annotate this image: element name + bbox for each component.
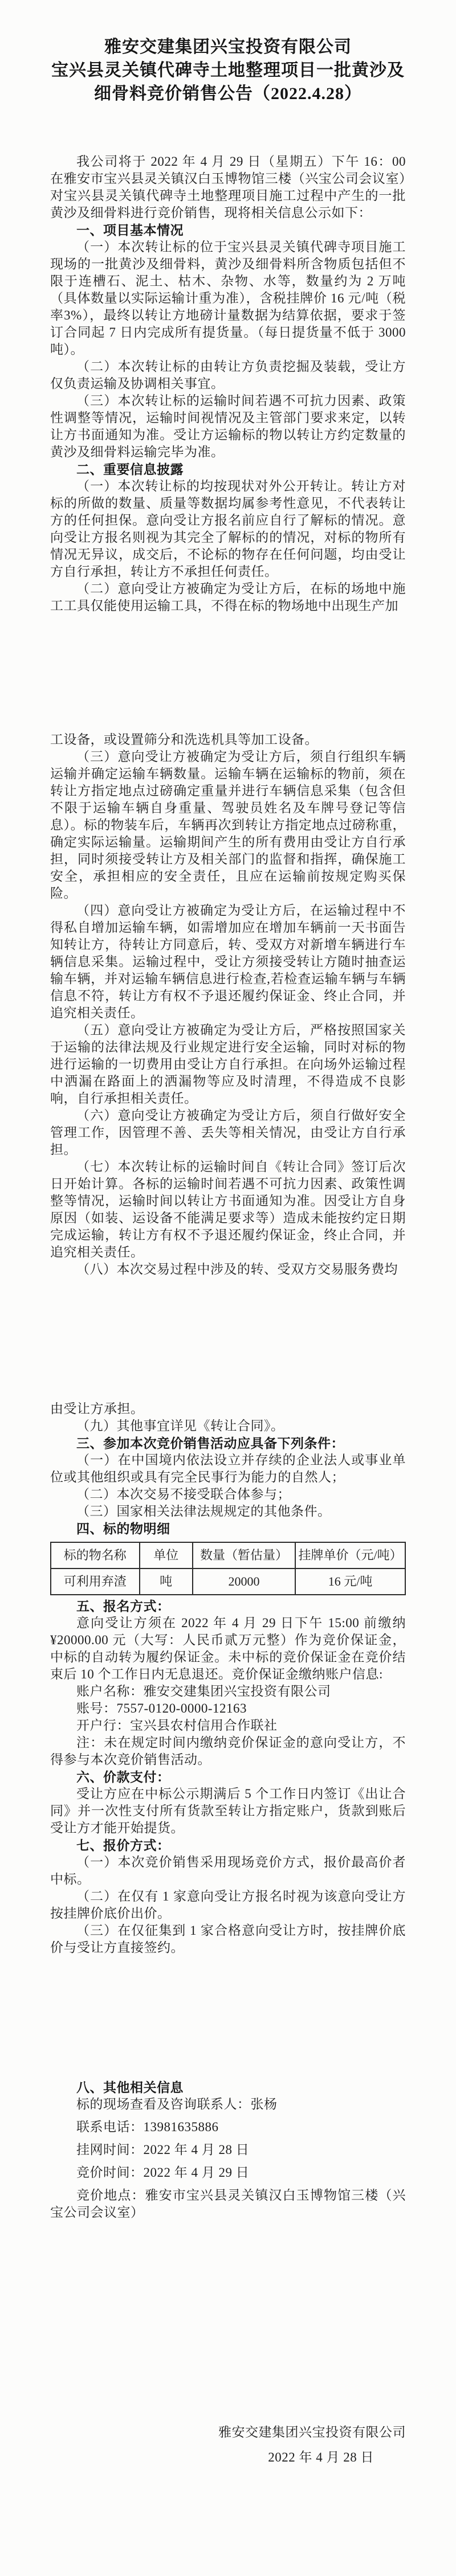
clause-1-1: （一）本次转让标的位于宝兴县灵关镇代碑寺项目施工现场的一批黄沙及细骨料，黄沙及细骨料所含物质包括但不限于连槽石、泥土、枯木、杂物、水等，数量约为 2 万吨（具体数量以实际运输计重为准），含税挂牌价 16 元/吨（税率3%），最终以转让方地磅计量数据为结算依据，要求于签订合同起 7 日内完成所有提货量。（每日提货量不低于 3000 吨）。 <box>50 240 406 357</box>
clause-3-3: （三）国家相关法律法规规定的其他条件。 <box>76 1504 331 1518</box>
signature-date: 2022 年 4 月 28 日 <box>268 2450 374 2464</box>
section-1-heading: 一、项目基本情况 <box>76 223 184 237</box>
table-row <box>51 1568 405 1595</box>
account-number-line: 账号：7557-0120-0000-12163 <box>76 1701 247 1715</box>
clause-7-1: （一）本次竞价销售采用现场竞价方式，报价最高价者中标。 <box>50 1855 406 1886</box>
table-header-quantity: 数量（暂估量） <box>193 1542 295 1568</box>
clause-3-2: （二）本次交易不接受联合体参与； <box>76 1487 291 1501</box>
table-header-row <box>51 1542 405 1568</box>
bidding-venue-line: 竞价地点：雅安市宝兴县灵关镇汉白玉博物馆三楼（兴宝公司会议室） <box>50 2188 406 2219</box>
table-cell-name: 可利用弃渣 <box>51 1568 140 1595</box>
table-header-unit: 单位 <box>140 1542 193 1568</box>
clause-3-1: （一）在中国境内依法设立并存续的企业法人或事业单位或其他组织或具有完全民事行为能力的自然人； <box>50 1453 406 1484</box>
clause-2-8-part-1: （八）本次交易过程中涉及的转、受双方交易服务费均 <box>76 1262 398 1276</box>
clause-2-8-part-2: 由受让方承担。 <box>50 1402 144 1416</box>
deposit-paragraph: 意向受让方须在 2022 年 4 月 29 日下午 15:00 前缴纳¥20000.00 元（大写：人民币贰万元整）作为竞价保证金，中标的自动转为履约保证金。未中标的竞价保证金在竞价结束后 10 个工作日内无息退还。竞价保证金缴纳账户信息: <box>50 1616 406 1681</box>
clause-2-6: （六）意向受让方被确定为受让方后，须自行做好安全管理工作，因管理不善、丢失等相关情况，由受让方自行承担。 <box>50 1108 406 1157</box>
clause-2-2-part-1: （二）意向受让方被确定为受让方后，在标的场地中施工工具仅能使用运输工具，不得在标的物场地中出现生产加 <box>50 581 406 613</box>
bank-line: 开户行：宝兴县农村信用合作联社 <box>76 1718 278 1733</box>
page-break-gap-1 <box>50 615 406 731</box>
clause-2-1: （一）本次转让标的均按现状对外公开转让。转让方对标的所做的数量、质量等数据均属参考性意见，不代表转让方的任何担保。意向受让方报名前应自行了解标的情况。意向受让方报名则视为其完全了解标的的情况，对标的物所有情况无异议，成交后，不论标的物存在任何问题，均由受让方自行承担，转让方不承担任何责任。 <box>50 479 406 579</box>
clause-2-2-part-2: 工设备，或设置筛分和洗选机具等加工设备。 <box>50 732 318 747</box>
clause-7-3: （三）在仅征集到 1 家合格意向受让方时，按挂牌价底价与受让方直接签约。 <box>50 1923 406 1955</box>
deposit-note: 注：未在规定时间内缴纳竞价保证金的意向受让方，不得参与本次竞价销售活动。 <box>50 1735 406 1767</box>
section-3-heading: 三、参加本次竞价销售活动应具备下列条件： <box>76 1436 344 1451</box>
clause-1-3: （三）本次转让标的运输时间若遇不可抗力因素、政策性调整等情况，运输时间视情况及主管部门要求来定，以转让方书面通知为准。受让方运输标的物以转让方约定数量的黄沙及细骨料运输完毕为准。 <box>50 394 406 459</box>
document-title-line-3: 细骨料竞价销售公告（2022.4.28） <box>94 84 362 103</box>
document-title-line-2: 宝兴县灵关镇代碑寺土地整理项目一批黄沙及 <box>51 61 405 80</box>
clause-2-5: （五）意向受让方被确定为受让方后，严格按照国家关于运输的法律法规及行业规定进行安全运输，同时对标的物进行运输的一切费用由受让方自行承担。在向场外运输过程中洒漏在路面上的洒漏物等应及时清理，不得造成不良影响，自行承担相关责任。 <box>50 1023 406 1105</box>
clause-1-2: （二）本次转让标的由转让方负责挖掘及装载，受让方仅负责运输及协调相关事宜。 <box>50 359 406 391</box>
signature-block <box>218 2424 406 2466</box>
table-header-name: 标的物名称 <box>51 1542 140 1568</box>
section-7-heading: 七、报价方式： <box>76 1838 170 1853</box>
clause-2-7: （七）本次转让标的运输时间自《转让合同》签订后次日开始计算。各标的运输时间若遇不可抗力因素、政策性调整等情况，运输时间以转让方书面通知为准。因受让方自身原因（如装、运设备不能满足要求等）造成未能按约定日期完成运输，转让方有权不予退还履约保证金，终止合同，并追究相关责任。 <box>50 1160 406 1259</box>
table-cell-quantity: 20000 <box>193 1568 295 1595</box>
contact-person-line: 标的现场查看及咨询联系人：张杨 <box>76 2097 278 2111</box>
intro-paragraph: 我公司将于 2022 年 4 月 29 日（星期五）下午 16：00 在雅安市宝兴县灵关镇汉白玉博物馆三楼（兴宝公司会议室）对宝兴县灵关镇代碑寺土地整理项目施工过程中产生的一批黄沙及细骨料进行竞价销售，现将相关信息公示如下： <box>50 154 406 220</box>
account-name-line: 账户名称：雅安交建集团兴宝投资有限公司 <box>76 1684 331 1698</box>
listing-time-line: 挂网时间：2022 年 4 月 28 日 <box>76 2143 250 2157</box>
subject-matter-table <box>50 1542 406 1595</box>
table-cell-price: 16 元/吨 <box>295 1568 405 1595</box>
payment-paragraph: 受让方应在中标公示期满后 5 个工作日内签订《出让合同》并一次性支付所有货款至转让方指定账户，货款到账后受让方才能开始提货。 <box>50 1787 406 1835</box>
section-6-heading: 六、价款支付： <box>76 1770 170 1784</box>
bidding-time-line: 竞价时间：2022 年 4 月 29 日 <box>76 2165 250 2180</box>
section-2-heading: 二、重要信息披露 <box>76 462 184 477</box>
clause-2-3: （三）意向受让方被确定为受让方后，须自行组织车辆运输并确定运输车辆数量。运输车辆在运输标的物前，须在转让方指定地点过磅确定重量并进行车辆信息采集（包含但不限于运输车辆自身重量、驾驶员姓名及车牌号登记等信息）。标的物装车后，车辆再次到转让方指定地点过磅称重，确定实际运输量。运输期间产生的所有费用由受让方自行承担，同时须接受转让方及相关部门的监督和指挥，确保施工安全，承担相应的安全责任，且应在运输前按规定购买保险。 <box>50 750 406 900</box>
clause-2-9: （九）其他事宜详见《转让合同》。 <box>76 1419 284 1433</box>
table-cell-unit: 吨 <box>140 1568 193 1595</box>
signature-company: 雅安交建集团兴宝投资有限公司 <box>218 2425 406 2439</box>
contact-phone-line: 联系电话：13981635886 <box>76 2120 219 2134</box>
clause-7-2: （二）在仅有 1 家意向受让方报名时视为该意向受让方按挂牌价底价出价。 <box>50 1889 406 1920</box>
section-8-heading: 八、其他相关信息 <box>76 2080 184 2095</box>
section-4-heading: 四、标的物明细 <box>76 1521 170 1536</box>
clause-2-4: （四）意向受让方被确定为受让方后，在运输过程中不得私自增加运输车辆，如需增加应在增加车辆前一天书面告知转让方，待转让方同意后，转、受双方对新增车辆进行车辆信息采集。运输过程中，受让方须接受转让方随时抽查运输车辆，并对运输车辆信息进行检查,若检查运输车辆与车辆信息不符，转让方有权不予退还履约保证金、终止合同，并追究相关责任。 <box>50 903 406 1020</box>
page-break-gap-2 <box>50 1278 406 1400</box>
page-break-gap-3 <box>50 1956 406 2079</box>
table-header-price: 挂牌单价（元/吨） <box>295 1542 405 1568</box>
document-title-line-1: 雅安交建集团兴宝投资有限公司 <box>104 38 352 56</box>
section-5-heading: 五、报名方式： <box>76 1599 170 1613</box>
